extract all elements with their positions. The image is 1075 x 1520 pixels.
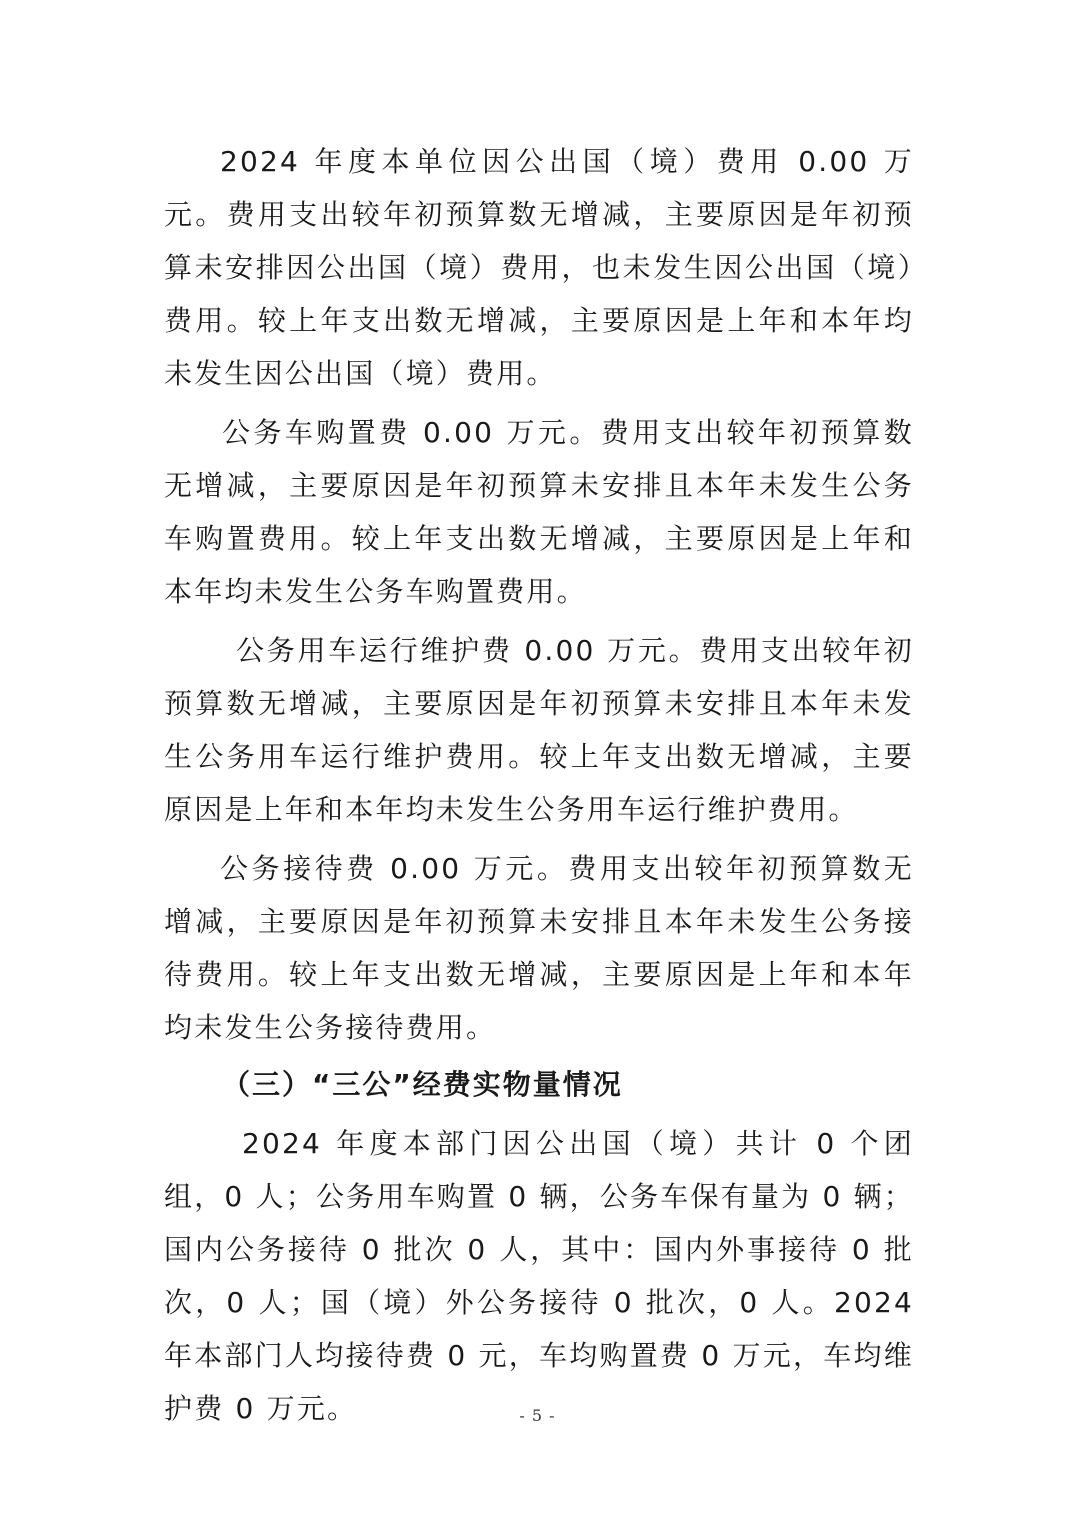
- paragraph-overseas-travel: 2024 年度本单位因公出国（境）费用 0.00 万元。费用支出较年初预算数无增减，主要原因是年初预算未安排因公出国（境）费用，也未发生因公出国（境）费用。较上年支出数无增减，主要原因是上年和本年均未发生因公出国（境）费用。: [164, 145, 914, 390]
- paragraph-vehicle-maintenance: 公务用车运行维护费 0.00 万元。费用支出较年初预算数无增减，主要原因是年初预算未安排且本年未发生公务用车运行维护费用。较上年支出数无增减，主要原因是上年和本年均未发生公务用车运行维护费用。: [164, 634, 914, 826]
- paragraph-official-reception: 公务接待费 0.00 万元。费用支出较年初预算数无增减，主要原因是年初预算未安排且本年未发生公务接待费用。较上年支出数无增减，主要原因是上年和本年均未发生公务接待费用。: [164, 852, 914, 1044]
- page-number: - 5 -: [519, 1406, 556, 1425]
- page-content: [164, 135, 914, 1435]
- paragraph-vehicle-purchase: 公务车购置费 0.00 万元。费用支出较年初预算数无增减，主要原因是年初预算未安排且本年未发生公务车购置费用。较上年支出数无增减，主要原因是上年和本年均未发生公务车购置费用。: [164, 416, 914, 608]
- section-heading: （三）“三公”经费实物量情况: [222, 1068, 623, 1101]
- paragraph-physical-quantity: 2024 年度本部门因公出国（境）共计 0 个团组，0 人；公务用车购置 0 辆，公务车保有量为 0 辆；国内公务接待 0 批次 0 人，其中：国内外事接待 0 批次，0 人；国（境）外公务接待 0 批次，0 人。2024 年本部门人均接待费 0 元，车均购置费 0 万元，车均维护费 0 万元。: [164, 1127, 914, 1425]
